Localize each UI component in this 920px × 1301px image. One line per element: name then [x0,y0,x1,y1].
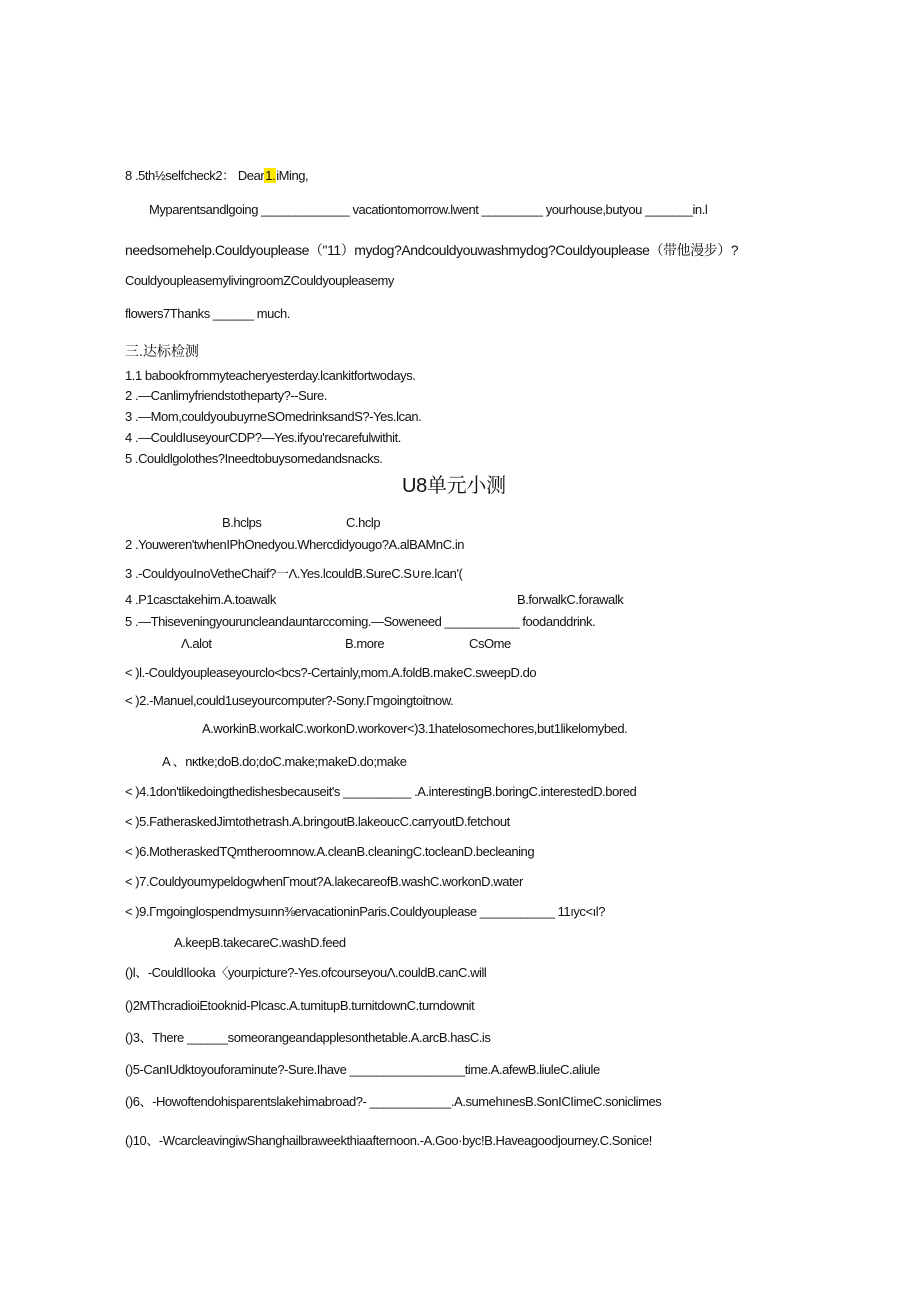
chores-item-2: < )2.-Manuel,could1useyourcomputer?-Sony.Γmgoingtoitnow. [125,693,454,708]
highlighted-number: 1. [265,168,276,183]
review-item-10: ()10、-WcarcleavingiwShanghailbraweekthiaafternoon.-A.Goo·byc!B.Haveagoodjourney.C.Sonice! [125,1133,652,1148]
quiz-item-4-options: B.forwalkC.forawalk [517,592,624,607]
section-heading-test: 三.达标检测 [125,343,199,359]
chores-item-9: < )9.Γmgoinglospendmysuınn⅜ervacationinParis.Couldyouplease ___________ 11ıyc<ıl? [125,904,605,919]
review-item-5: ()5-CanIUdktoyouforaminute?-Sure.Ihave _________________time.A.afewB.liuleC.aliule [125,1062,600,1077]
review-item-1: ()l、-CouldIlooka〈yourpicture?-Yes.ofcourseyouΛ.couldB.canC.will [125,965,487,980]
test-item-4: 4 .—CouldIuseyourCDP?—Yes.ifyou'recarefulwithit. [125,430,401,445]
chores-item-1: < )l.-Couldyoupleaseyourclo<bcs?-Certainly,mom.A.foldB.makeC.sweepD.do [125,665,537,680]
letter-line-2: needsomehelp.Couldyouplease（"11）mydog?Andcouldyouwashmydog?Couldyouplease（带他漫步）? [125,242,739,258]
letter-line-1: Myparentsandlgoing _____________ vacationtomorrow.lwent _________ yourhouse,butyou _______in.l [149,202,708,217]
selfcheck-heading [125,168,308,184]
chores-item-9-options: A.keepB.takecareC.washD.feed [174,935,346,950]
chores-item-3-options: A 、nκtke;doB.do;doC.make;makeD.do;make [162,754,407,769]
chores-item-5: < )5.FatheraskedJimtothetrash.A.bringoutB.lakeoucC.carryoutD.fetchout [125,814,510,829]
test-item-1: 1.1 babookfrommyteacheryesterday.lcankitfortwodays. [125,368,416,383]
letter-line-4: flowers7Thanks ______ much. [125,306,290,321]
test-item-2: 2 .—Canlimyfriendstotheparty?--Sure. [125,388,328,403]
quiz-option-c: C.hclp [346,515,381,530]
quiz-option-b: B.hclps [222,515,262,530]
chores-item-6: < )6.MotheraskedTQmtheroomnow.A.cleanB.cleaningC.tocleanD.becleaning [125,844,535,859]
chores-item-4: < )4.1don'tlikedoingthedishesbecauseit's __________ .A.interestingB.boringC.interestedD.bored [125,784,637,799]
test-item-3: 3 .—Mom,couldyoubuyrneSOmedrinksandS?-Yes.lcan. [125,409,422,424]
chores-item-2-options: A.workinB.workalC.workonD.workover<)3.1hatelosomechores,but1likelomybed. [202,721,628,736]
review-item-2: ()2MThcradioiEtooknid-Plcasc.A.tumitupB.turnitdownC.turndownit [125,998,475,1013]
test-item-5: 5 .Couldlgolothes?Ineedtobuysomedandsnacks. [125,451,383,466]
unit-quiz-title: U8单元小测 [402,475,506,497]
letter-line-3: CouldyoupleasemylivingroomZCouldyoupleasemy [125,273,394,288]
quiz-item-5-option-a: Λ.alot [181,636,212,651]
letter-greeting: iMing, [276,168,309,183]
quiz-item-2: 2 .Youweren'twhenIPhOnedyou.Whercdidyougo?A.alBAMnC.in [125,537,465,552]
quiz-item-5-option-b: B.more [345,636,385,651]
quiz-item-4: 4 .P1casctakehim.A.toawalk [125,592,276,607]
chores-item-7: < )7.CouldyoumypeldogwhenΓmout?A.lakecareofB.washC.workonD.water [125,874,523,889]
selfcheck-label: 8 .5th½selfcheck2： Dear [125,168,265,183]
quiz-item-5-option-c: CsOme [469,636,511,651]
quiz-item-5: 5 .—Thiseveningyouruncleandauntarccoming.—Soweneed ___________ foodanddrink. [125,614,596,629]
quiz-item-3: 3 .-CouldyouInoVetheChaif?一Λ.Yes.lcouldB.SureC.S∪re.lcan'( [125,566,463,581]
review-item-6: ()6、-Howoftendohisparentslakehimabroad?- ____________.A.sumehınesB.SonICIimeC.soniclimes [125,1094,662,1109]
review-item-3: ()3、There ______someorangeandapplesonthetable.A.arcB.hasC.is [125,1030,491,1045]
